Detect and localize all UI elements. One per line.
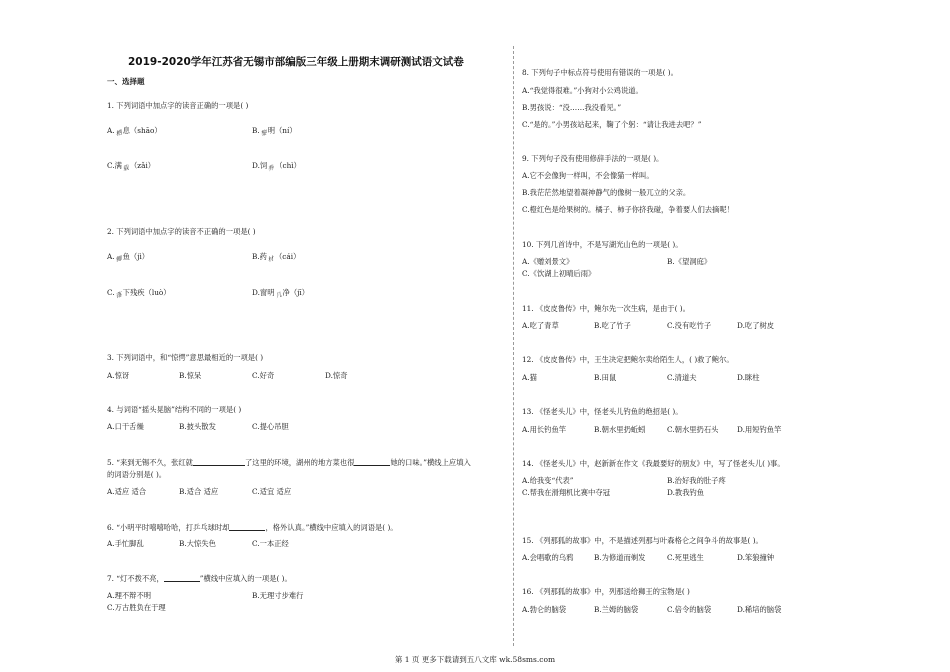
q7-option-a: A.理不辩不明 <box>107 591 152 600</box>
column-divider <box>513 46 514 646</box>
answer-blank <box>229 522 265 531</box>
dotted-char: 养 <box>267 164 276 173</box>
q5-stem-line1 <box>107 457 471 468</box>
dotted-char: 黎 <box>259 129 268 138</box>
option-text: B. <box>252 126 260 135</box>
q2-option-d <box>252 288 309 299</box>
option-text: D.饲 <box>252 161 268 170</box>
q1-option-a <box>107 126 162 137</box>
option-text: 下残疾（luò） <box>122 288 171 297</box>
q12-stem: 12. 《皮皮鲁传》中，王生决定把鲍尔卖给陌生人，( )救了鲍尔。 <box>522 355 734 364</box>
q5-stem-line2: 的词语分别是( )。 <box>107 470 167 479</box>
q8-option-c: C.“是的。”小男孩站起来，鞠了个躬：“请让我进去吧？” <box>522 120 702 129</box>
q5-option-a: A.适应 适合 <box>107 487 147 496</box>
q3-option-c: C.好奇 <box>252 371 275 380</box>
q13-option-c: C.朝水里扔石头 <box>667 425 719 434</box>
q4-option-a: A.口干舌燥 <box>107 422 144 431</box>
q9-option-a: A.它不会像狗一样叫，不会像猫一样叫。 <box>522 171 654 180</box>
q13-stem: 13. 《怪老头儿》中，怪老头儿钓鱼的绝招是( )。 <box>522 407 683 416</box>
q6-option-c: C.一本正经 <box>252 539 289 548</box>
stem-text: 5. “来到无锡不久，张红就 <box>107 458 193 467</box>
q1-option-b <box>252 126 297 137</box>
q4-option-c: C.提心吊胆 <box>252 422 289 431</box>
dotted-char: 落 <box>114 291 123 300</box>
q3-option-b: B.惊呆 <box>179 371 202 380</box>
q2-option-c <box>107 288 171 299</box>
option-text: A. <box>107 126 115 135</box>
q3-option-d: D.惊奇 <box>325 371 348 380</box>
q14-option-b: B.治好我的肚子疼 <box>667 476 726 485</box>
q10-option-a: A.《赠刘景文》 <box>522 257 574 266</box>
option-text: 鱼（jì） <box>122 252 150 261</box>
q11-option-d: D.吃了树皮 <box>737 321 775 330</box>
stem-text: 了这里的环境，湖州的地方菜也很 <box>244 458 355 467</box>
option-text: 净（jī） <box>282 288 310 297</box>
q5-option-b: B.适合 适应 <box>179 487 219 496</box>
q14-option-c: C.帮我在滑翔机比赛中夺冠 <box>522 488 610 497</box>
q3-option-a: A.惊讶 <box>107 371 130 380</box>
q16-stem: 16. 《列那狐的故事》中，列那送给狮王的宝物是( ) <box>522 587 690 596</box>
q9-option-b: B.我茫茫然地望着凝神静气的像树一般兀立的父亲。 <box>522 188 691 197</box>
q13-option-a: A.用长钓鱼竿 <box>522 425 567 434</box>
q16-option-b: B.兰姆的脑袋 <box>594 605 639 614</box>
q2-stem: 2. 下列词语中加点字的读音不正确的一项是( ) <box>107 227 256 236</box>
stem-text: 她的口味。”横线上应填入 <box>390 458 471 467</box>
exam-title: 2019-2020学年江苏省无锡市部编版三年级上册期末调研测试语文试卷 <box>128 56 464 68</box>
q1-option-d <box>252 161 301 172</box>
dotted-char: 材 <box>266 255 275 264</box>
q14-option-d: D.教我钓鱼 <box>667 488 705 497</box>
q11-stem: 11. 《皮皮鲁传》中，鲍尔先一次生病，是由于( )。 <box>522 304 690 313</box>
option-text: D.窗明 <box>252 288 275 297</box>
answer-blank <box>193 457 245 466</box>
section-heading: 一、选择题 <box>107 77 145 86</box>
stem-text: ”横线中应填入的一项是( )。 <box>199 574 292 583</box>
q10-stem: 10. 下列几首诗中，不是写湖光山色的一项是( )。 <box>522 240 683 249</box>
page-footer: 第 1 页 更多下载请到五八文库 wk.58sms.com <box>394 655 556 664</box>
q2-option-a <box>107 252 149 263</box>
dotted-char: 载 <box>121 164 130 173</box>
q16-option-a: A.勃仑的脑袋 <box>522 605 567 614</box>
option-text: 息（shāo） <box>122 126 162 135</box>
q5-option-c: C.适宜 适应 <box>252 487 292 496</box>
q4-option-b: B.披头散发 <box>179 422 216 431</box>
q13-option-b: B.朝水里扔蚯蚓 <box>594 425 646 434</box>
q15-option-a: A.会唱歌的乌鸦 <box>522 553 574 562</box>
q6-option-b: B.大惊失色 <box>179 539 216 548</box>
stem-text: 6. “小明平时嘻嘻哈哈，打乒乓球时却 <box>107 523 230 532</box>
option-text: （cái） <box>275 252 301 261</box>
q15-stem: 15. 《列那狐的故事》中，不是描述列那与叶森格仑之间争斗的故事是( )。 <box>522 536 763 545</box>
q7-option-c: C.万古胜负在于理 <box>107 603 166 612</box>
q2-option-b <box>252 252 300 263</box>
q7-option-b: B.无理寸步难行 <box>252 591 304 600</box>
option-text: 明（ní） <box>267 126 297 135</box>
q6-stem <box>107 522 398 533</box>
q1-option-c <box>107 161 155 172</box>
q3-stem: 3. 下列词语中，和“惊愕”意思最相近的一项是( ) <box>107 353 264 362</box>
stem-text: ，格外认真。”横线中应填入的词语是( )。 <box>265 523 398 532</box>
option-text: （zǎi） <box>129 161 156 170</box>
q11-option-b: B.吃了竹子 <box>594 321 631 330</box>
q8-option-b: B.男孩说：“没……我没看见。” <box>522 103 622 112</box>
q13-option-d: D.用短钓鱼竿 <box>737 425 782 434</box>
q10-option-b: B.《望洞庭》 <box>667 257 712 266</box>
option-text: （chì） <box>275 161 301 170</box>
q16-option-d: D.稀培的脑袋 <box>737 605 782 614</box>
q11-option-c: C.没有吃竹子 <box>667 321 712 330</box>
q15-option-c: C.死里逃生 <box>667 553 704 562</box>
dotted-char: 鲫 <box>114 255 123 264</box>
option-text: A. <box>107 252 115 261</box>
q1-stem: 1. 下列词语中加点字的读音正确的一项是( ) <box>107 101 249 110</box>
dotted-char: 栖 <box>114 129 123 138</box>
q7-stem <box>107 573 292 584</box>
answer-blank <box>164 573 200 582</box>
option-text: C. <box>107 288 115 297</box>
q16-option-c: C.倍令的脑袋 <box>667 605 712 614</box>
q8-option-a: A.“我觉得很难。”小狗对小公鸡说道。 <box>522 86 643 95</box>
q12-option-d: D.眯柱 <box>737 373 760 382</box>
q14-stem: 14. 《怪老头儿》中，赵新新在作文《我最要好的朋友》中，写了怪老头儿( )事。 <box>522 459 785 468</box>
q8-stem: 8. 下列句子中标点符号使用有错误的一项是( )。 <box>522 68 678 77</box>
q9-option-c: C.橙红色是给果树的。橘子、柿子你挤我碰，争着要人们去摘呢！ <box>522 205 734 214</box>
q10-option-c: C.《饮湖上初晴后雨》 <box>522 269 596 278</box>
q15-option-d: D.笨狼撞钟 <box>737 553 775 562</box>
option-text: C.满 <box>107 161 122 170</box>
q6-option-a: A.手忙脚乱 <box>107 539 144 548</box>
dotted-char: 几 <box>274 291 283 300</box>
option-text: B.药 <box>252 252 267 261</box>
q12-option-a: A.猫 <box>522 373 537 382</box>
q12-option-c: C.清道夫 <box>667 373 697 382</box>
q4-stem: 4. 与词语“摇头晃脑”结构不同的一项是( ) <box>107 405 242 414</box>
q11-option-a: A.吃了青草 <box>522 321 559 330</box>
stem-text: 7. “灯不拨不亮， <box>107 574 164 583</box>
answer-blank <box>354 457 390 466</box>
q12-option-b: B.田鼠 <box>594 373 617 382</box>
q9-stem: 9. 下列句子没有使用修辞手法的一项是( )。 <box>522 154 664 163</box>
q15-option-b: B.为修道而剃发 <box>594 553 646 562</box>
q14-option-a: A.给我变“代表” <box>522 476 574 485</box>
